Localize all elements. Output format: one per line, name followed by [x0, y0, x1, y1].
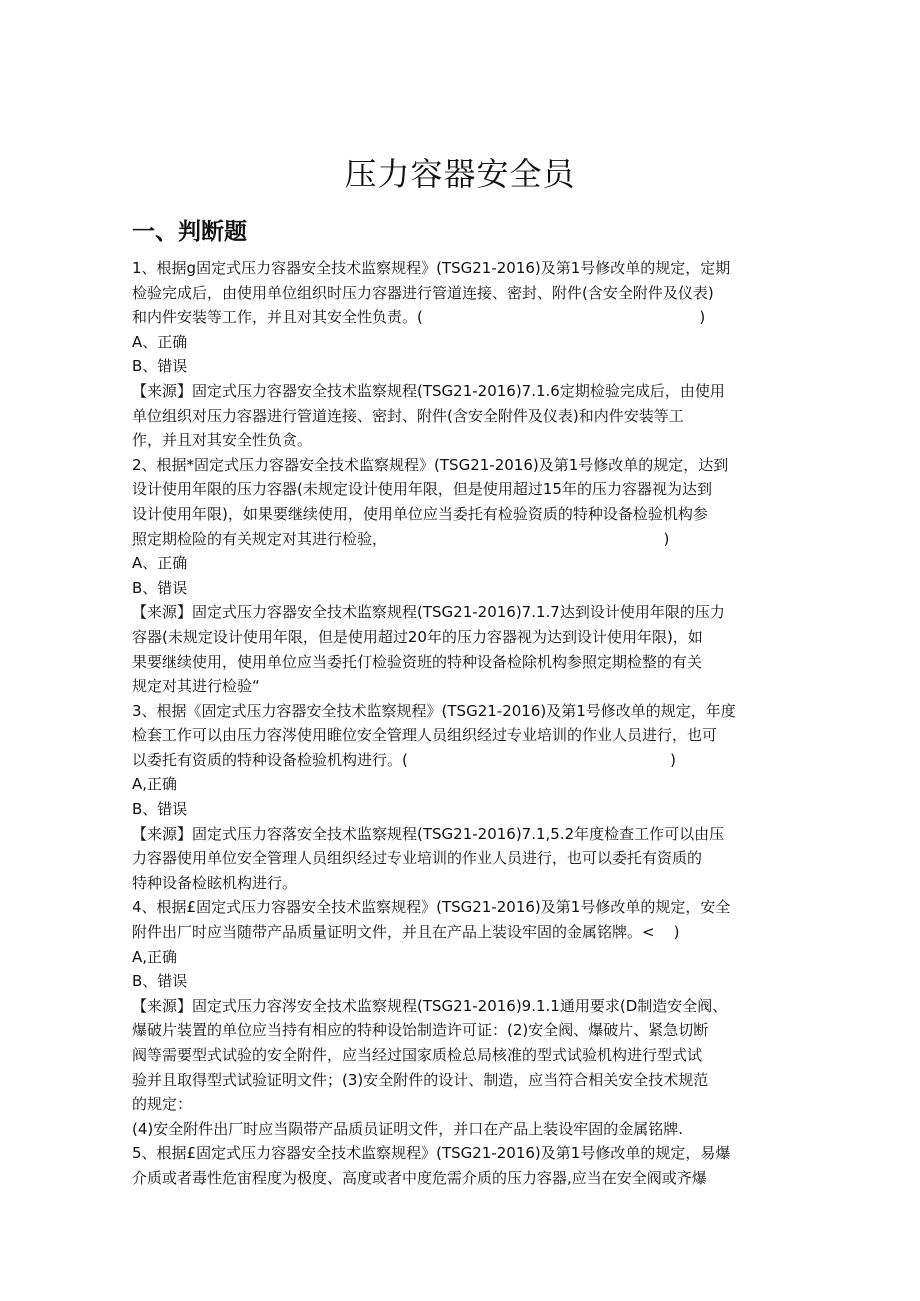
option-line: A,正确 — [132, 775, 178, 794]
source-line: (4)安全附件出厂时应当陨带产品质员证明文件，并口在产品上装设牢固的金属铭牌. — [132, 1119, 684, 1138]
source-line: 的规定： — [132, 1095, 193, 1114]
option-line: B、错误 — [132, 357, 188, 376]
text-line: 附件出厂时应当随带产品质量证明文件，并且在产品上装设牢固的金属铭牌。< ) — [132, 923, 680, 942]
text-line: 以委托有资质的特种设备检验机构进行。( ) — [132, 750, 676, 769]
option-line: A、正确 — [132, 332, 188, 351]
source-line: 阀等需要型式试验的安全附件，应当经过国家质检总局核准的型式试验机构进行型式试 — [132, 1046, 703, 1064]
source-line: 特种设备检眩机构进行。 — [132, 873, 298, 892]
text-line: 照定期检险的有关规定对其进行检验， ) — [132, 529, 670, 548]
text-line: 2、根据*固定式压力容器安全技术监察规程》(TSG21-2016)及第1号修改单的规定，达到 — [132, 455, 729, 474]
source-line: 验并且取得型式试验证明文件；(3)安全附件的设计、制造，应当符合相关安全技术规范 — [132, 1070, 709, 1089]
option-line: B、错误 — [132, 800, 188, 819]
source-line: 爆破片装置的单位应当持有相应的特种设饴制造许可证：(2)安全阀、爆破片、紧急切断 — [132, 1021, 709, 1040]
option-line: B、错误 — [132, 578, 188, 597]
section-heading: 一、判断题 — [132, 219, 247, 245]
option-line: A、正确 — [132, 554, 188, 573]
body-text — [132, 256, 792, 1191]
text-line: 1、根据g固定式压力容器安全技术监察规程》(TSG21-2016)及第1号修改单的规定，定期 — [132, 259, 731, 277]
text-line: 设计使用年限的压力容器(未规定设计使用年限，但是使用超过15年的压力容器视为达到 — [132, 480, 712, 499]
source-line: 规定对其进行检验“ — [132, 677, 260, 696]
source-line: 作，并且对其安全性负贪。 — [132, 431, 313, 450]
source-line: 力容器使用单位安全管理人员组织经过专业培训的作业人员进行，也可以委托有资质的 — [132, 849, 703, 868]
text-line: 设计使用年限)，如果要继续使用，使用单位应当委托有检验资质的特种设备检验机构参 — [132, 504, 708, 523]
text-line: 和内件安装等工作，并且对其安全性负责。( ) — [132, 308, 706, 327]
text-line: 4、根据£固定式压力容器安全技术监察规程》(TSG21-2016)及第1号修改单的规定，安全 — [132, 898, 731, 917]
source-line: 【来源】固定式压力容器安全技术监察规程(TSG21-2016)7.1.6定期检验完成后，由使用 — [132, 381, 725, 400]
text-line: 5、根据£固定式压力容器安全技术监察规程》(TSG21-2016)及第1号修改单的规定，易爆 — [132, 1144, 731, 1163]
option-line: B、错误 — [132, 972, 188, 991]
option-line: A,正确 — [132, 947, 178, 966]
source-line: 容器(未规定设计使用年限，但是使用超过20年的压力容器视为达到设计使用年限)，如 — [132, 627, 703, 646]
source-line: 【来源】固定式压力容落安全技术监察规程(TSG21-2016)7.1,5.2年度检查工作可以由压 — [132, 824, 725, 843]
source-line: 单位组织对压力容器进行管道连接、密封、附件(含安全附件及仪表)和内件安装等工 — [132, 406, 684, 425]
text-line: 3、根据《固定式压力容器安全技术监察规程》(TSG21-2016)及第1号修改单的规定，年度 — [132, 701, 736, 720]
source-line: 【来源】固定式压力容器安全技术监察规程(TSG21-2016)7.1.7达到设计使用年限的压力 — [132, 603, 725, 622]
text-line: 介质或者毒性危宙程度为极度、高度或者中度危需介质的压力容器,应当在安全阀或齐爆 — [132, 1168, 707, 1187]
text-line: 检套工作可以由压力容涔使用睢位安全管理人员组织经过专业培训的作业人员进行，也可 — [132, 726, 718, 745]
page-title: 压力容器安全员 — [344, 155, 576, 193]
source-line: 【来源】固定式压力容涔安全技术监察规程(TSG21-2016)9.1.1通用要求(D制造安全阀、 — [132, 996, 728, 1015]
text-line: 检验完成后，由使用单位组织时压力容器进行管道连接、密封、附件(含安全附件及仪表) — [132, 283, 714, 302]
source-line: 果要继续使用，使用单位应当委托仃检验资班的特种设备检除机构参照定期检整的有关 — [132, 652, 703, 671]
